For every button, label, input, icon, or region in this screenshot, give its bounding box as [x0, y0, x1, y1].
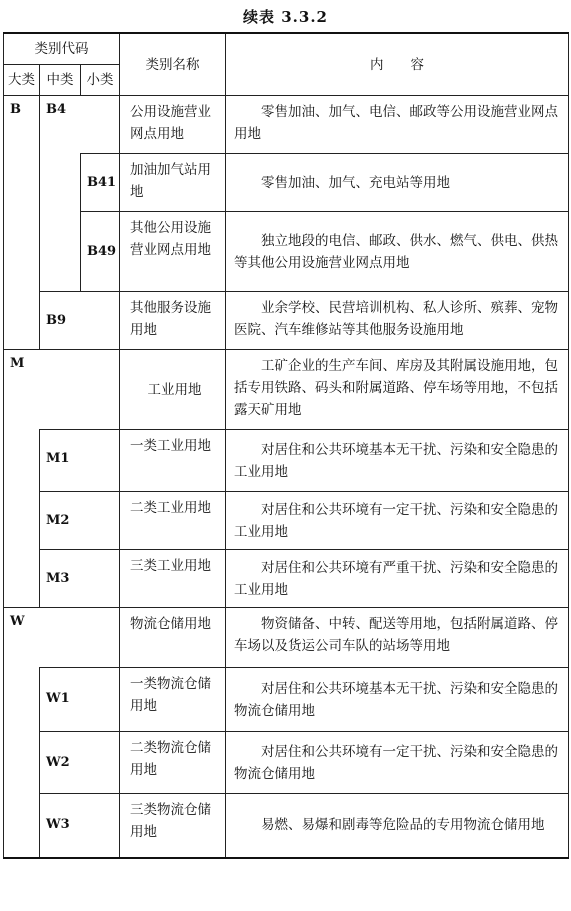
category-name: 加油加气站用地: [120, 154, 226, 212]
medium-spacer: [40, 154, 81, 292]
table-row: [4, 154, 569, 212]
category-name: 三类物流仓储用地: [120, 794, 226, 858]
category-name: 其他服务设施用地: [120, 292, 226, 350]
medium-code: M3: [40, 550, 120, 608]
category-name: 物流仓储用地: [120, 608, 226, 668]
header-name: 类别名称: [120, 33, 226, 96]
major-code: M: [4, 350, 120, 430]
category-name: 三类工业用地: [120, 550, 226, 608]
medium-code: W3: [40, 794, 120, 858]
major-spacer: [4, 430, 40, 608]
category-name: 其他公用设施营业网点用地: [120, 212, 226, 292]
table-row: [4, 794, 569, 858]
category-name: 工业用地: [120, 350, 226, 430]
category-content: 零售加油、加气、充电站等用地: [226, 154, 569, 212]
major-spacer: [4, 668, 40, 858]
table-caption: 续表 3.3.2: [243, 8, 328, 26]
category-name: 公用设施营业网点用地: [120, 96, 226, 154]
minor-code: B49: [81, 212, 120, 292]
category-content: 对居住和公共环境基本无干扰、污染和安全隐患的工业用地: [226, 430, 569, 492]
table-row: [4, 550, 569, 608]
table-row: [4, 430, 569, 492]
header-content: 内 容: [226, 33, 569, 96]
table-row: [4, 492, 569, 550]
category-content: 独立地段的电信、邮政、供水、燃气、供电、供热等其他公用设施营业网点用地: [226, 212, 569, 292]
medium-code: M2: [40, 492, 120, 550]
header-minor: 小类: [81, 65, 120, 96]
land-use-classification-table: [3, 32, 569, 859]
category-name: 二类工业用地: [120, 492, 226, 550]
category-content: 对居住和公共环境有一定干扰、污染和安全隐患的物流仓储用地: [226, 732, 569, 794]
category-content: 物资储备、中转、配送等用地，包括附属道路、停车场以及货运公司车队的站场等用地: [226, 608, 569, 668]
medium-code: M1: [40, 430, 120, 492]
header-medium: 中类: [40, 65, 81, 96]
table-row: [4, 732, 569, 794]
table-row: [4, 96, 569, 154]
category-content: 易燃、易爆和剧毒等危险品的专用物流仓储用地: [226, 794, 569, 858]
category-name: 一类工业用地: [120, 430, 226, 492]
table-row: [4, 668, 569, 732]
table-row: [4, 212, 569, 292]
category-content: 对居住和公共环境有严重干扰、污染和安全隐患的工业用地: [226, 550, 569, 608]
table-row: [4, 292, 569, 350]
major-code: W: [4, 608, 120, 668]
header-code-group: 类别代码: [4, 33, 120, 65]
medium-code: B9: [40, 292, 120, 350]
category-content: 对居住和公共环境有一定干扰、污染和安全隐患的工业用地: [226, 492, 569, 550]
category-content: 零售加油、加气、电信、邮政等公用设施营业网点用地: [226, 96, 569, 154]
medium-code: W1: [40, 668, 120, 732]
medium-code: W2: [40, 732, 120, 794]
header-major: 大类: [4, 65, 40, 96]
category-name: 二类物流仓储用地: [120, 732, 226, 794]
category-content: 业余学校、民营培训机构、私人诊所、殡葬、宠物医院、汽车维修站等其他服务设施用地: [226, 292, 569, 350]
category-content: 工矿企业的生产车间、库房及其附属设施用地，包括专用铁路、码头和附属道路、停车场等用地，不包括露天矿用地: [226, 350, 569, 430]
category-name: 一类物流仓储用地: [120, 668, 226, 732]
table-row: [4, 608, 569, 668]
medium-code: B4: [40, 96, 120, 154]
category-content: 对居住和公共环境基本无干扰、污染和安全隐患的物流仓储用地: [226, 668, 569, 732]
minor-code: B41: [81, 154, 120, 212]
table-row: [4, 350, 569, 430]
major-code: B: [4, 96, 40, 350]
